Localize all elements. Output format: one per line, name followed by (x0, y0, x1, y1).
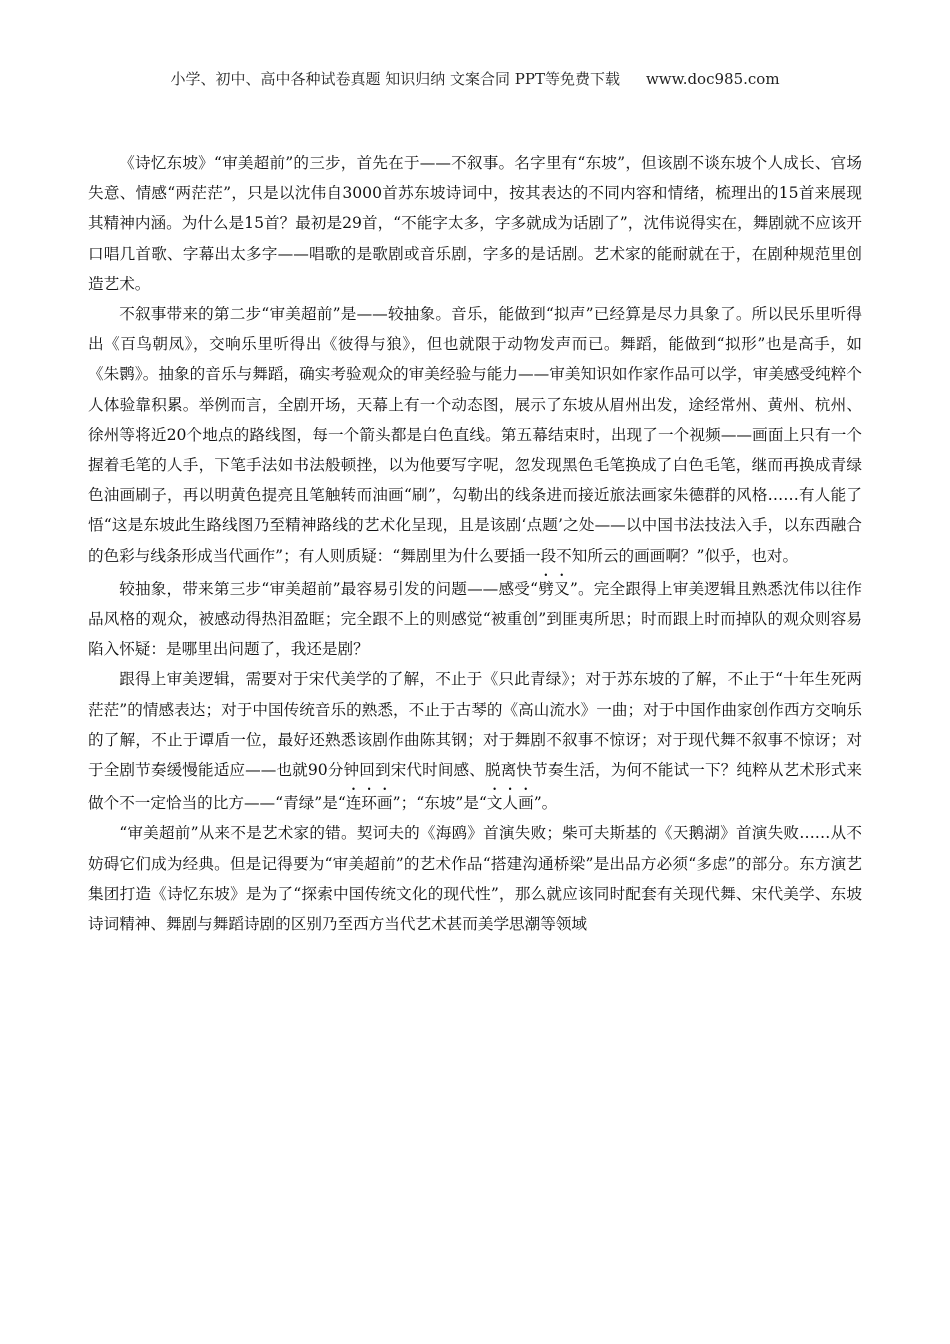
paragraph-3-text-a: 较抽象，带来第三步“审美超前”最容易引发的问题——感受“ (119, 579, 539, 598)
emphasized-word: 劈叉 (538, 579, 570, 598)
paragraph-5: “审美超前”从来不是艺术家的错。契诃夫的《海鸥》首演失败；柴可夫斯基的《天鹅湖》首演失败……从不妨碍它们成为经典。但是记得要为“审美超前”的艺术作品“搭建沟通桥梁”是出品方必须“多虑”的部分。东方演艺集团打造《诗忆东坡》是为了“探索中国传统文化的现代性”，那么就应该同时配套有关现代舞、宋代美学、东坡诗词精神、舞剧与舞蹈诗剧的区别乃至西方当代艺术甚而美学思潮等领域 (88, 824, 862, 934)
paragraph-1: 《诗忆东坡》“审美超前”的三步，首先在于——不叙事。名字里有“东坡”，但该剧不谈东坡个人成长、官场失意、情感“两茫茫”，只是以沈伟自3000首苏东坡诗词中，按其表达的不同内容和情绪，梳理出的15首来展现其精神内涵。为什么是15首？最初是29首，“不能字太多，字多就成为话剧了”，沈伟说得实在，舞剧就不应该开口唱几首歌、字幕出太多字——唱歌的是歌剧或音乐剧，字多的是话剧。艺术家的能耐就在于，在剧种规范里创造艺术。 (88, 154, 862, 293)
paragraph-2: 不叙事带来的第二步“审美超前”是——较抽象。音乐，能做到“拟声”已经算是尽力具象了。所以民乐里听得出《百鸟朝凤》，交响乐里听得出《彼得与狼》，但也就限于动物发声而已。舞蹈，能做到“拟形”也是高手，如《朱鹮》。抽象的音乐与舞蹈，确实考验观众的审美经验与能力——审美知识如作家作品可以学，审美感受纯粹个人体验靠积累。举例而言，全剧开场，天幕上有一个动态图，展示了东坡从眉州出发，途经常州、黄州、杭州、徐州等将近20个地点的路线图，每一个箭头都是白色直线。第五幕结束时，出现了一个视频——画面上只有一个握着毛笔的人手，下笔手法如书法般顿挫，以为他要写字呢，忽发现黑色毛笔换成了白色毛笔，继而再换成青绿色油画刷子，再以明黄色提亮且笔触转而油画“刷”，勾勒出的线条进而接近旅法画家朱德群的风格……有人能了悟“这是东坡此生路线图乃至精神路线的艺术化呈现，且是该剧‘点题’之处——以中国书法技法入手，以东西融合的色彩与线条形成当代画作”；有人则质疑：“舞剧里为什么要插一段不知所云的画画啊？”似乎，也对。 (88, 305, 862, 565)
header-url[interactable]: www.doc985.com (645, 70, 780, 88)
paragraph-4 (88, 664, 862, 818)
paragraph-4-text-c: ”。 (533, 794, 558, 813)
article-body (88, 148, 862, 939)
emphasized-word: 连环画 (345, 794, 393, 813)
header-text: 小学、初中、高中各种试卷真题 知识归纳 文案合同 PPT等免费下载 (170, 70, 620, 88)
paragraph-4-text-a: 跟得上审美逻辑，需要对于宋代美学的了解，不止于《只此青绿》；对于苏东坡的了解，不止于“十年生死两茫茫”的情感表达；对于中国传统音乐的熟悉，不止于古琴的《高山流水》一曲；对于中国作曲家创作西方交响乐的了解，不止于谭盾一位，最好还熟悉该剧作曲陈其钢；对于舞剧不叙事不惊讶；对于现代舞不叙事不惊讶；对于全剧节奏缓慢能适应——也就90分钟回到宋代时间感、脱离快节奏生活，为何不能试一下？纯粹从艺术形式来做个不一定恰当的比方——“青绿”是“ (88, 670, 862, 813)
paragraph-3-text-b: ”。完全跟得上审美逻辑且熟悉沈伟以往作品风格的观众，被感动得热泪盈眶；完全跟不上的则感觉“被重创”到匪夷所思；时而跟上时而掉队的观众则容易陷入怀疑：是哪里出问题了，我还是剧？ (88, 579, 862, 659)
paragraph-3 (88, 571, 862, 665)
paragraph-4-text-b: ”；“东坡”是“ (392, 794, 487, 813)
emphasized-word: 文人画 (486, 794, 534, 813)
page-header (0, 68, 950, 89)
